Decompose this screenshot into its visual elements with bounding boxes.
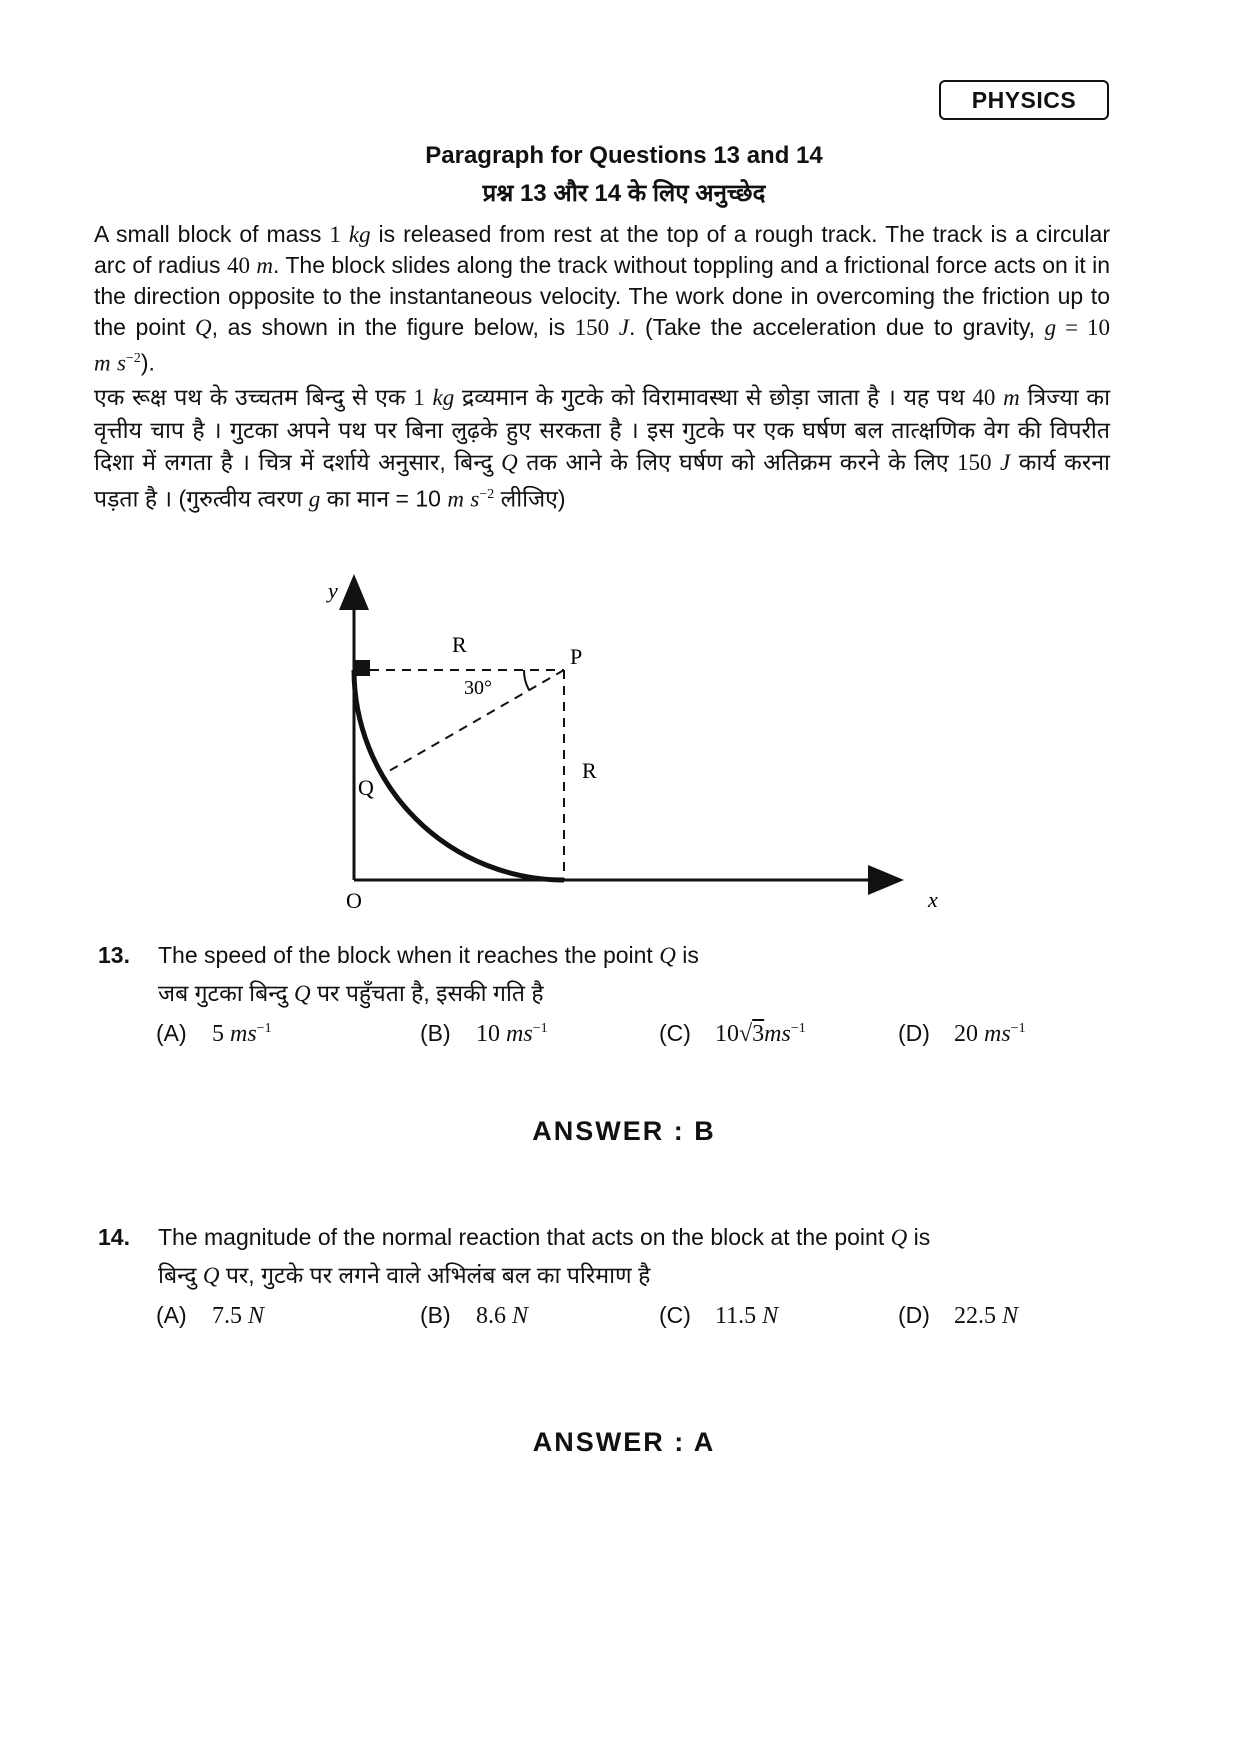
point-p-label: P — [570, 644, 583, 669]
q14-option-c[interactable]: (C) 11.5 N — [659, 1302, 779, 1329]
answer-13: ANSWER : B — [532, 1116, 716, 1146]
x-axis-label: x — [928, 887, 938, 912]
radius-label-vertical: R — [582, 758, 597, 783]
track-figure — [300, 570, 960, 920]
q14-option-b[interactable]: (B) 8.6 N — [420, 1302, 529, 1329]
sqrt-icon: √ — [739, 1021, 753, 1047]
paragraph-en: A small block of mass 1 kg is released from rest at the top of a rough track. The track is a circular arc of radius 40 m. The block slides along the track without toppling and a frictional force acts on it in the direction opposite to the instantaneous velocity. The work done in overcoming the friction up to the point Q, as shown in the figure below, is 150 J. (Take the acceleration due to gravity, g = 10 m $s^{-2}$). — [94, 221, 1111, 376]
q13-option-c[interactable]: (C) $10√3ms^{-1}$ — [659, 1020, 806, 1047]
question-14-hi: बिन्दु Q पर, गुटके पर लगने वाले अभिलंब बल का परिमाण है — [158, 1262, 651, 1288]
angle-arc — [524, 670, 529, 690]
point-q-label: Q — [358, 775, 374, 800]
radius-label-horizontal: R — [452, 632, 467, 657]
q14-option-d[interactable]: (D) 22.5 N — [898, 1302, 1019, 1329]
block — [354, 660, 370, 676]
paragraph-hi: एक रूक्ष पथ के उच्चतम बिन्दु से एक 1 kg द्रव्यमान के गुटके को विरामावस्था से छोड़ा जाता है । यह पथ 40 m त्रिज्या का वृत्तीय चाप है । गुटका अपने पथ पर बिना लुढ़के हुए सरकता है । इस गुटके पर एक घर्षण बल तात्क्षणिक वेग की विपरीत दिशा में लगता है । चित्र में दर्शाये अनुसार, बिन्दु Q तक आने के लिए घर्षण को अतिक्रम करने के लिए 150 J कार्य करना पड़ता है । (गुरुत्वीय त्वरण g का मान = 10 m $s^{-2}$ लीजिए) — [94, 384, 1111, 512]
paragraph-heading-hi: प्रश्न 13 और 14 के लिए अनुच्छेद — [482, 180, 766, 207]
origin-label: O — [346, 888, 362, 913]
y-axis-label: y — [328, 578, 338, 603]
circular-track — [354, 670, 564, 880]
answer-14: ANSWER : A — [532, 1427, 716, 1457]
q13-option-a[interactable]: (A) 5 $ms^{-1}$ — [156, 1020, 272, 1047]
q13-option-b[interactable]: (B) 10 $ms^{-1}$ — [420, 1020, 548, 1047]
q14-option-a[interactable]: (A) 7.5 N — [156, 1302, 265, 1329]
question-13-en: 13. The speed of the block when it reaches the point Q is — [98, 942, 699, 968]
paragraph-heading-en: Paragraph for Questions 13 and 14 — [425, 142, 823, 169]
question-14-en: 14. The magnitude of the normal reaction that acts on the block at the point Q is — [98, 1224, 931, 1250]
question-13-hi: जब गुटका बिन्दु Q पर पहुँचता है, इसकी गति है — [158, 980, 544, 1006]
q13-option-d[interactable]: (D) 20 $ms^{-1}$ — [898, 1020, 1026, 1047]
subject-label: PHYSICS — [939, 80, 1109, 120]
angle-label: 30° — [464, 677, 492, 699]
